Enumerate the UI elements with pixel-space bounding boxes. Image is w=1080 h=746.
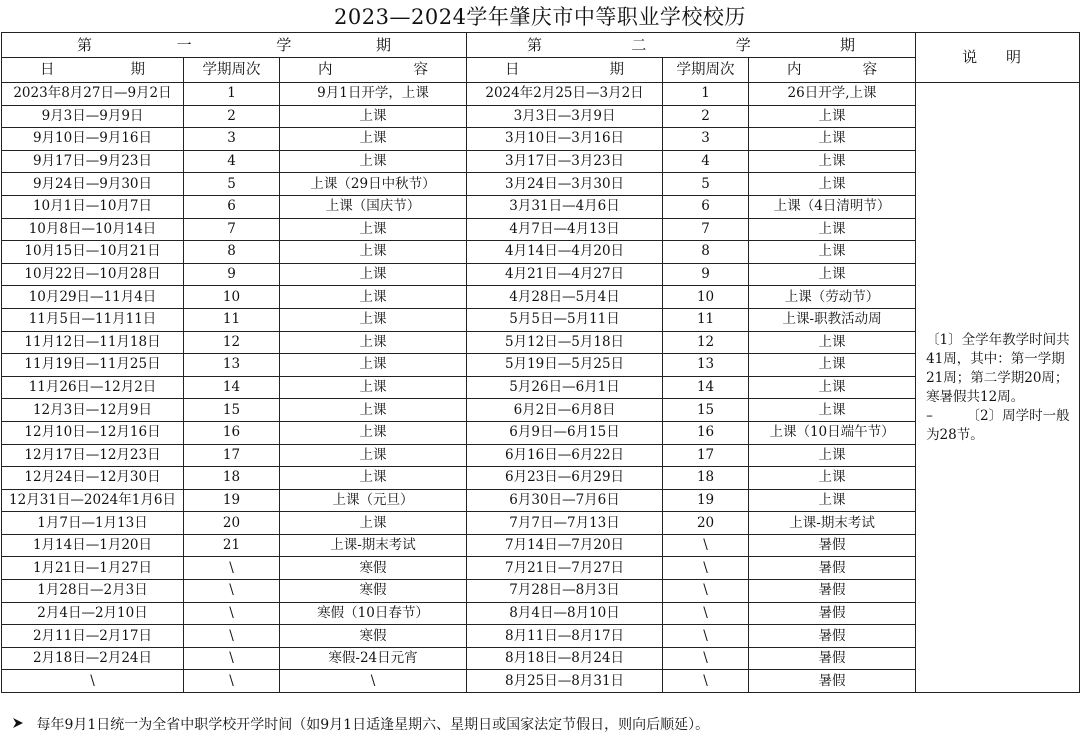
- sem1-week-cell: 12: [184, 331, 280, 354]
- sem1-date-cell: \: [2, 670, 184, 693]
- sem1-content-cell: 寒假（10日春节）: [280, 602, 467, 625]
- sem2-content-cell: 上课: [749, 354, 916, 377]
- footer-text: 每年9月1日统一为全省中职学校开学时间（如9月1日适逢星期六、星期日或国家法定节假日，则向后顺延）。: [36, 717, 710, 733]
- explanation-line-2: – 〔2〕周学时一般为28节。: [926, 407, 1070, 443]
- sem2-date-cell: 7月14日—7月20日: [467, 534, 663, 557]
- sem1-week-cell: 19: [184, 489, 280, 512]
- sem1-week-cell: 8: [184, 241, 280, 264]
- sem2-week-cell: \: [663, 647, 749, 670]
- sem2-date-cell: 8月11日—8月17日: [467, 625, 663, 648]
- sem2-content-cell: 上课-职教活动周: [749, 308, 916, 331]
- sem1-week-cell: 1: [184, 83, 280, 106]
- sem1-date-cell: 9月3日—9月9日: [2, 105, 184, 128]
- sem2-date-cell: 3月17日—3月23日: [467, 150, 663, 173]
- sem1-date-cell: 12月24日—12月30日: [2, 467, 184, 490]
- sem2-content-cell: 上课: [749, 399, 916, 422]
- sem2-content-cell: 上课: [749, 444, 916, 467]
- sem2-week-cell: 17: [663, 444, 749, 467]
- sem1-date-cell: 12月17日—12月23日: [2, 444, 184, 467]
- sem1-content-cell: 上课: [280, 150, 467, 173]
- sem2-content-cell: 暑假: [749, 647, 916, 670]
- sem2-content-cell: 上课-期末考试: [749, 512, 916, 535]
- sem2-date-header: [467, 58, 663, 83]
- sem2-week-cell: 19: [663, 489, 749, 512]
- sem2-week-cell: \: [663, 625, 749, 648]
- school-calendar-table: [1, 32, 1080, 693]
- sem2-week-cell: 14: [663, 376, 749, 399]
- sem1-week-cell: 13: [184, 354, 280, 377]
- sem2-content-cell: 暑假: [749, 557, 916, 580]
- sem1-date-cell: 11月26日—12月2日: [2, 376, 184, 399]
- sem2-date-cell: 8月4日—8月10日: [467, 602, 663, 625]
- sem1-date-cell: 1月28日—2月3日: [2, 580, 184, 603]
- date-header-char: 期: [130, 61, 145, 78]
- sem2-date-cell: 7月7日—7月13日: [467, 512, 663, 535]
- sem2-content-cell: 26日开学,上课: [749, 83, 916, 106]
- sem1-week-cell: 14: [184, 376, 280, 399]
- sem1-week-cell: 20: [184, 512, 280, 535]
- semester-1-char: 学: [276, 35, 292, 54]
- sem1-date-cell: 10月22日—10月28日: [2, 263, 184, 286]
- sem2-content-cell: 暑假: [749, 534, 916, 557]
- sem2-date-cell: 7月28日—8月3日: [467, 580, 663, 603]
- sem1-week-cell: 2: [184, 105, 280, 128]
- sem1-content-cell: 上课: [280, 263, 467, 286]
- sem2-week-cell: 7: [663, 218, 749, 241]
- sem1-content-cell: 上课: [280, 421, 467, 444]
- date-header-char: 日: [40, 61, 55, 78]
- sem2-content-cell: 暑假: [749, 580, 916, 603]
- sem2-date-cell: 3月24日—3月30日: [467, 173, 663, 196]
- sem1-week-cell: 11: [184, 308, 280, 331]
- sem1-week-cell: 15: [184, 399, 280, 422]
- sem2-week-cell: 16: [663, 421, 749, 444]
- sem1-week-cell: 17: [184, 444, 280, 467]
- sem2-content-cell: 暑假: [749, 602, 916, 625]
- sem1-date-cell: 2月11日—2月17日: [2, 625, 184, 648]
- sem1-content-cell: 上课-期末考试: [280, 534, 467, 557]
- sem1-content-cell: 寒假: [280, 557, 467, 580]
- sem2-week-cell: 20: [663, 512, 749, 535]
- sem1-date-cell: 12月3日—12月9日: [2, 399, 184, 422]
- sem1-date-cell: 1月14日—1月20日: [2, 534, 184, 557]
- semester-1-header: [2, 33, 467, 58]
- semester-2-header: [467, 33, 916, 58]
- sem2-week-cell: 1: [663, 83, 749, 106]
- sem2-content-cell: 上课（劳动节）: [749, 286, 916, 309]
- content-header-char: 内: [787, 61, 802, 78]
- sem2-week-cell: 8: [663, 241, 749, 264]
- sem2-date-cell: 4月14日—4月20日: [467, 241, 663, 264]
- sem1-week-cell: 6: [184, 195, 280, 218]
- sem2-week-cell: \: [663, 580, 749, 603]
- sem2-content-cell: 上课: [749, 489, 916, 512]
- sem2-date-cell: 8月25日—8月31日: [467, 670, 663, 693]
- sem2-date-cell: 6月16日—6月22日: [467, 444, 663, 467]
- sem2-content-header: [749, 58, 916, 83]
- sem1-week-cell: 5: [184, 173, 280, 196]
- sem2-date-cell: 5月12日—5月18日: [467, 331, 663, 354]
- sem2-date-cell: 6月2日—6月8日: [467, 399, 663, 422]
- sem2-content-cell: 上课（4日清明节）: [749, 195, 916, 218]
- sem1-week-cell: 4: [184, 150, 280, 173]
- semester-2-char: 期: [840, 35, 856, 54]
- sem1-content-cell: 上课: [280, 128, 467, 151]
- sem1-week-cell: 7: [184, 218, 280, 241]
- sem1-date-cell: 10月1日—10月7日: [2, 195, 184, 218]
- sem1-week-cell: \: [184, 602, 280, 625]
- sem2-content-cell: 上课: [749, 173, 916, 196]
- sem1-content-cell: 上课: [280, 218, 467, 241]
- sem1-content-cell: 上课: [280, 105, 467, 128]
- semester-2-char: 第: [527, 35, 543, 54]
- explanation-cell: [916, 83, 1080, 693]
- sem2-week-cell: \: [663, 670, 749, 693]
- sem1-content-cell: 上课: [280, 512, 467, 535]
- content-header-char: 容: [862, 61, 878, 78]
- sem2-content-cell: 上课: [749, 218, 916, 241]
- sem2-date-cell: 5月26日—6月1日: [467, 376, 663, 399]
- right-triangle-arrow-icon: [12, 713, 32, 737]
- sem1-date-cell: 11月5日—11月11日: [2, 308, 184, 331]
- sem1-content-cell: 上课: [280, 308, 467, 331]
- semester-1-char: 一: [176, 35, 192, 54]
- sem1-week-cell: 16: [184, 421, 280, 444]
- sem2-date-cell: 2024年2月25日—3月2日: [467, 83, 663, 106]
- sem2-date-cell: 4月21日—4月27日: [467, 263, 663, 286]
- sem2-week-cell: 2: [663, 105, 749, 128]
- sem1-content-cell: 寒假-24日元宵: [280, 647, 467, 670]
- sem2-week-cell: 6: [663, 195, 749, 218]
- sem1-content-cell: 上课: [280, 376, 467, 399]
- sem1-week-cell: 18: [184, 467, 280, 490]
- sem1-week-cell: \: [184, 647, 280, 670]
- sem1-content-cell: 上课: [280, 354, 467, 377]
- sem2-date-cell: 8月18日—8月24日: [467, 647, 663, 670]
- sem1-week-cell: 10: [184, 286, 280, 309]
- sem2-week-cell: 12: [663, 331, 749, 354]
- sem1-content-cell: 上课（元旦）: [280, 489, 467, 512]
- sem1-content-cell: \: [280, 670, 467, 693]
- sem2-date-cell: 6月30日—7月6日: [467, 489, 663, 512]
- sem1-date-cell: 10月15日—10月21日: [2, 241, 184, 264]
- sem1-week-cell: \: [184, 580, 280, 603]
- sem1-content-cell: 上课（29日中秋节）: [280, 173, 467, 196]
- sem2-date-cell: 7月21日—7月27日: [467, 557, 663, 580]
- sem2-content-cell: 上课: [749, 105, 916, 128]
- sem2-date-cell: 6月23日—6月29日: [467, 467, 663, 490]
- sem2-content-cell: 上课: [749, 150, 916, 173]
- sem1-date-cell: 1月7日—1月13日: [2, 512, 184, 535]
- sem1-content-cell: 上课: [280, 331, 467, 354]
- sem1-week-cell: \: [184, 557, 280, 580]
- sem1-date-cell: 9月17日—9月23日: [2, 150, 184, 173]
- date-header-char: 日: [505, 61, 520, 78]
- sem2-content-cell: 上课: [749, 376, 916, 399]
- sem2-week-header: 学期周次: [663, 58, 749, 83]
- sem1-date-cell: 12月10日—12月16日: [2, 421, 184, 444]
- date-header-char: 期: [609, 61, 625, 78]
- semester-2-char: 学: [735, 35, 751, 54]
- sem1-content-cell: 寒假: [280, 625, 467, 648]
- sem1-date-cell: 2月4日—2月10日: [2, 602, 184, 625]
- sem1-date-cell: 9月10日—9月16日: [2, 128, 184, 151]
- sem2-date-cell: 4月28日—5月4日: [467, 286, 663, 309]
- sem1-content-cell: 寒假: [280, 580, 467, 603]
- semester-2-char: 二: [631, 35, 647, 54]
- sem2-date-cell: 4月7日—4月13日: [467, 218, 663, 241]
- sem2-content-cell: 上课（10日端午节）: [749, 421, 916, 444]
- sem2-content-cell: 暑假: [749, 625, 916, 648]
- sem1-content-cell: 上课: [280, 444, 467, 467]
- semester-1-char: 期: [376, 35, 392, 54]
- table-row: [2, 83, 1080, 106]
- sem2-date-cell: 5月19日—5月25日: [467, 354, 663, 377]
- sem1-week-header: 学期周次: [184, 58, 280, 83]
- semester-header-row: [2, 33, 1080, 58]
- sem2-content-cell: 上课: [749, 467, 916, 490]
- content-header-char: 内: [318, 61, 333, 78]
- sem2-week-cell: 10: [663, 286, 749, 309]
- sem2-content-cell: 上课: [749, 241, 916, 264]
- sem2-week-cell: 5: [663, 173, 749, 196]
- sem1-date-cell: 1月21日—1月27日: [2, 557, 184, 580]
- sem1-date-cell: 10月29日—11月4日: [2, 286, 184, 309]
- sem1-content-cell: 9月1日开学，上课: [280, 83, 467, 106]
- semester-1-char: 第: [77, 35, 93, 54]
- calendar-title: 2023—2024学年肇庆市中等职业学校校历: [334, 5, 746, 29]
- sem1-week-cell: \: [184, 625, 280, 648]
- sem1-date-header: [2, 58, 184, 83]
- sem1-week-cell: 9: [184, 263, 280, 286]
- sem2-date-cell: 3月31日—4月6日: [467, 195, 663, 218]
- sem1-date-cell: 9月24日—9月30日: [2, 173, 184, 196]
- sem2-content-cell: 暑假: [749, 670, 916, 693]
- content-header-char: 容: [413, 61, 429, 78]
- sem1-content-cell: 上课: [280, 467, 467, 490]
- sem2-week-cell: \: [663, 534, 749, 557]
- sem2-date-cell: 3月3日—3月9日: [467, 105, 663, 128]
- sem1-content-cell: 上课: [280, 241, 467, 264]
- sem2-week-cell: 18: [663, 467, 749, 490]
- sem2-date-cell: 3月10日—3月16日: [467, 128, 663, 151]
- sem2-week-cell: 9: [663, 263, 749, 286]
- sem2-date-cell: 6月9日—6月15日: [467, 421, 663, 444]
- sem2-week-cell: \: [663, 602, 749, 625]
- sem1-content-cell: 上课: [280, 286, 467, 309]
- sem1-week-cell: 21: [184, 534, 280, 557]
- sem2-week-cell: 15: [663, 399, 749, 422]
- sem2-week-cell: 13: [663, 354, 749, 377]
- explain-header: 说 明: [916, 33, 1080, 83]
- sem1-date-cell: 2月18日—2月24日: [2, 647, 184, 670]
- sem1-date-cell: 12月31日—2024年1月6日: [2, 489, 184, 512]
- sem1-content-cell: 上课: [280, 399, 467, 422]
- sem1-date-cell: 10月8日—10月14日: [2, 218, 184, 241]
- sem1-date-cell: 11月12日—11月18日: [2, 331, 184, 354]
- sem2-date-cell: 5月5日—5月11日: [467, 308, 663, 331]
- sem1-date-cell: 2023年8月27日—9月2日: [2, 83, 184, 106]
- sem2-week-cell: 4: [663, 150, 749, 173]
- sem2-content-cell: 上课: [749, 331, 916, 354]
- sem1-content-cell: 上课（国庆节）: [280, 195, 467, 218]
- sem2-week-cell: 3: [663, 128, 749, 151]
- sem2-content-cell: 上课: [749, 128, 916, 151]
- explanation-line-1: 〔1〕全学年教学时间共41周，其中：第一学期21周；第二学期20周；寒暑假共12周。: [926, 331, 1070, 405]
- sem2-week-cell: 11: [663, 308, 749, 331]
- sem1-content-header: [280, 58, 467, 83]
- sem1-date-cell: 11月19日—11月25日: [2, 354, 184, 377]
- sem2-content-cell: 上课: [749, 263, 916, 286]
- footer-note: [12, 713, 1072, 737]
- sem1-week-cell: \: [184, 670, 280, 693]
- sem1-week-cell: 3: [184, 128, 280, 151]
- sem2-week-cell: \: [663, 557, 749, 580]
